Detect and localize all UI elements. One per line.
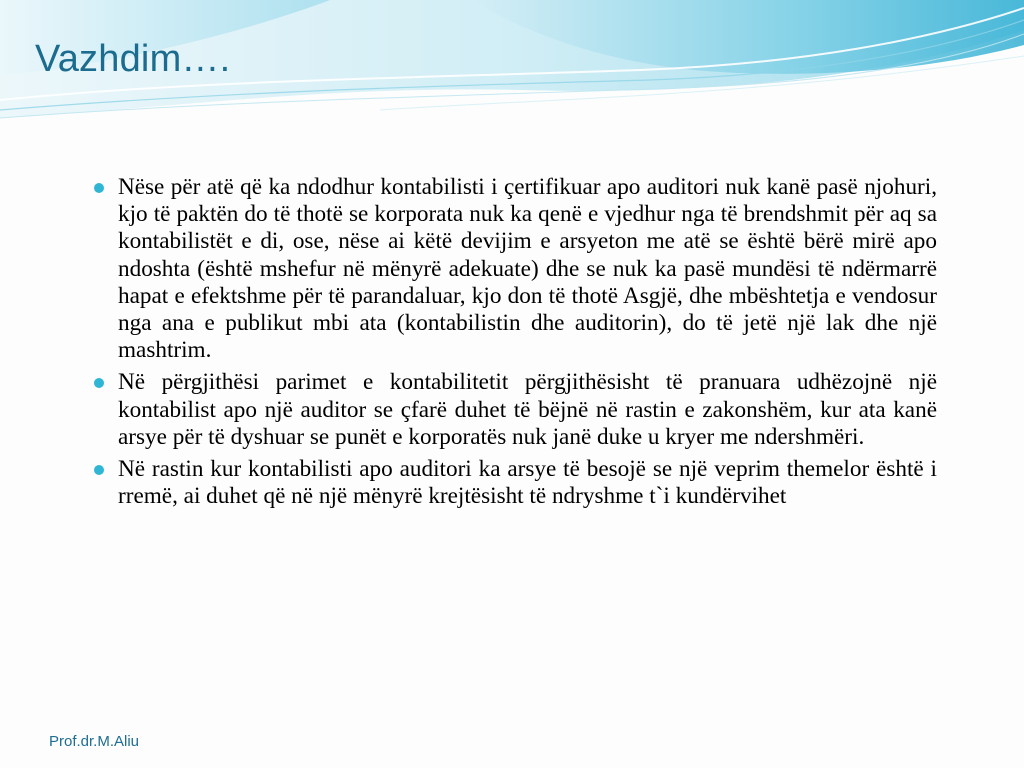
slide-title: Vazhdim…. — [35, 38, 231, 80]
bullet-text: Në përgjithësi parimet e kontabilitetit përgjithësisht të pranuara udhëzojnë një kontabilist apo një auditor se çfarë duhet të bëjnë në rastin e zakonshëm, kur ata kanë arsye për të dyshuar se punët e korporatës nuk janë duke u kryer me ndershmëri. — [118, 369, 937, 450]
bullet-dot-icon — [94, 378, 104, 388]
bullet-item — [92, 174, 937, 364]
bullet-dot-icon — [94, 465, 104, 475]
bullet-list — [92, 174, 937, 515]
bullet-item — [92, 456, 937, 510]
footer-author: Prof.dr.M.Aliu — [49, 733, 140, 750]
bullet-text: Nëse për atë që ka ndodhur kontabilisti i çertifikuar apo auditori nuk kanë pasë njohuri, kjo të paktën do të thotë se korporata nuk ka qenë e vjedhur nga të brendshmit për aq sa kontabilistët e di, ose, nëse ai këtë devijim e arsyeton me atë se është bërë mirë apo ndoshta (është mshefur në mënyrë adekuate) dhe se nuk ka pasë mundësi të ndërmarrë hapat e efektshme për të parandaluar, kjo don të thotë Asgjë, dhe mbështetja e vendosur nga ana e publikut mbi ata (kontabilistin dhe auditorin), do të jetë një lak dhe një mashtrim. — [118, 174, 937, 364]
bullet-text: Në rastin kur kontabilisti apo auditori ka arsye të besojë se një veprim themelor është i rremë, ai duhet që në një mënyrë krejtësisht të ndryshme t`i kundërvihet — [118, 456, 937, 510]
bullet-item — [92, 369, 937, 451]
bullet-dot-icon — [94, 183, 104, 193]
